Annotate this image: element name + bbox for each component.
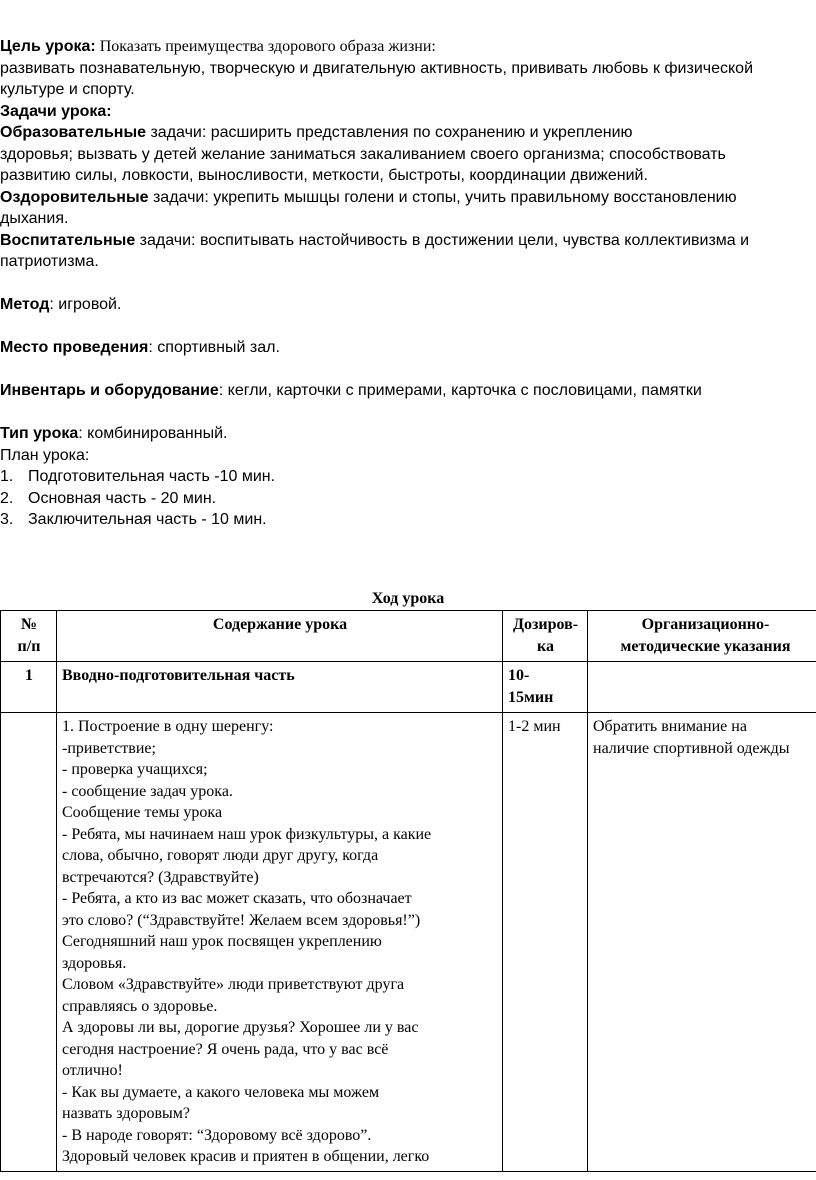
educational-text: задачи: расширить представления по сохранению и укреплению <box>146 124 633 141</box>
goal-label: Цель урока: <box>0 38 96 55</box>
row-content-line: - Ребята, а кто из вас может сказать, что обозначает <box>62 890 412 907</box>
row-number <box>1 713 57 1172</box>
header-notes <box>588 611 816 662</box>
plan-item-number: 1. <box>0 468 14 485</box>
method-line <box>0 294 816 316</box>
spacer <box>0 316 816 338</box>
row-content-line: Сегодняшний наш урок посвящен укреплению <box>62 933 382 950</box>
table-header-row <box>1 611 816 662</box>
plan-heading: План урока: <box>0 446 90 464</box>
spacer <box>0 402 816 424</box>
plan-item-text: Основная часть - 20 мин. <box>28 489 217 507</box>
health-text: задачи: укрепить мышцы голени и стопы, учить правильному восстановлению <box>148 188 737 206</box>
health-tasks-line-1 <box>0 187 816 209</box>
educational-tasks-line-1 <box>0 122 816 144</box>
row-content-line: встречаются? (Здравствуйте) <box>62 868 259 886</box>
plan-item-text: Заключительная часть - 10 мин. <box>28 511 267 528</box>
plan-item <box>0 488 816 510</box>
header-notes-line-2: методические указания <box>620 637 791 655</box>
plan-item-number: 2. <box>0 489 14 507</box>
row-content-line: это слово? (“Здравствуйте! Желаем всем здоровья!”) <box>62 911 421 929</box>
header-number-line-2: п/п <box>17 637 41 655</box>
health-label: Оздоровительные <box>0 188 149 206</box>
equipment-label: Инвентарь и оборудование <box>0 382 219 399</box>
header-number-line-1: № <box>20 616 38 633</box>
method-text: : игровой. <box>49 296 122 313</box>
header-dosage-line-1: Дозиров- <box>512 616 579 633</box>
spacer <box>0 359 816 381</box>
method-label: Метод <box>0 296 50 313</box>
row-content-line: справляясь о здоровье. <box>62 997 218 1015</box>
goal-line <box>0 36 816 58</box>
row-dosage-line-2: 15мин <box>508 688 554 706</box>
place-text: : спортивный зал. <box>148 339 280 356</box>
row-content-line: отлично! <box>62 1062 123 1079</box>
lesson-type-label: Тип урока <box>0 425 79 442</box>
equipment-line <box>0 380 816 402</box>
goal-text: Показать преимущества здорового образа жизни: <box>95 38 436 55</box>
row-dosage <box>503 662 588 713</box>
row-notes-line-2: наличие спортивной одежды <box>593 739 790 757</box>
row-content-line: -приветствие; <box>62 739 156 757</box>
educational-tasks-line-2: здоровья; вызвать у детей желание заниматься закаливанием своего организма; способствовать <box>0 145 726 163</box>
row-content-line: А здоровы ли вы, дорогие друзья? Хорошее ли у вас <box>62 1019 419 1036</box>
row-notes <box>588 713 816 1172</box>
row-content-line: здоровья. <box>62 954 127 972</box>
lesson-header <box>0 36 816 531</box>
table-row <box>1 662 816 713</box>
place-line <box>0 337 816 359</box>
plan-item-number: 3. <box>0 511 14 528</box>
row-content-line: - проверка учащихся; <box>62 761 208 778</box>
header-content <box>57 611 503 662</box>
row-content-line: слова, обычно, говорят люди друг другу, когда <box>62 847 379 864</box>
lesson-type-text: : комбинированный. <box>78 425 228 442</box>
row-content-line: Здоровый человек красив и приятен в общении, легко <box>62 1148 430 1165</box>
spacer <box>0 273 816 295</box>
course-table <box>0 610 816 1172</box>
row-number: 1 <box>1 662 57 713</box>
row-notes-line-1: Обратить внимание на <box>593 718 747 735</box>
row-dosage: 1-2 мин <box>503 713 588 1172</box>
course-title: Ход урока <box>371 590 445 607</box>
row-content <box>57 713 503 1172</box>
row-content-line: - Ребята, мы начинаем наш урок физкультуры, а какие <box>62 825 432 843</box>
educational-label: Образовательные <box>0 124 147 141</box>
row-content-line: назвать здоровым? <box>62 1105 191 1122</box>
row-content-line: - В народе говорят: “Здоровому всё здорово”. <box>62 1126 372 1144</box>
tasks-heading: Задачи урока: <box>0 102 112 120</box>
row-dosage-line-1: 10- <box>508 667 530 684</box>
plan-item <box>0 466 816 488</box>
header-dosage <box>503 611 588 662</box>
equipment-text: : кегли, карточки с примерами, карточка с пословицами, памятки <box>218 382 702 399</box>
header-notes-line-1: Организационно- <box>641 616 770 633</box>
educational-tasks-line-3: развитию силы, ловкости, выносливости, меткости, быстроты, координации движений. <box>0 167 648 184</box>
upbringing-tasks-line-1 <box>0 230 816 252</box>
upbringing-text: задачи: воспитывать настойчивость в достижении цели, чувства коллективизма и <box>135 231 750 249</box>
row-content-line: Сообщение темы урока <box>62 804 223 821</box>
row-notes <box>588 662 816 713</box>
row-content-line: - сообщение задач урока. <box>62 782 233 800</box>
header-dosage-line-2: ка <box>537 637 554 655</box>
goal-line-2: развивать познавательную, творческую и двигательную активность, прививать любовь к физической <box>0 59 754 77</box>
upbringing-label: Воспитательные <box>0 231 136 249</box>
upbringing-tasks-line-2: патриотизма. <box>0 253 99 270</box>
plan-item-text: Подготовительная часть -10 мин. <box>28 468 276 485</box>
row-content: Вводно-подготовительная часть <box>57 662 503 713</box>
lesson-type-line <box>0 423 816 445</box>
goal-line-3: культуре и спорту. <box>0 81 135 98</box>
row-content-line: - Как вы думаете, а какого человека мы можем <box>62 1083 380 1101</box>
row-content-line: 1. Построение в одну шеренгу: <box>62 718 274 735</box>
table-row <box>1 713 816 1172</box>
row-content-line: сегодня настроение? Я очень рада, что у вас всё <box>62 1040 389 1058</box>
header-number <box>1 611 57 662</box>
header-content-text: Содержание урока <box>212 616 348 633</box>
plan-item <box>0 509 816 531</box>
row-content-line: Словом «Здравствуйте» люди приветствуют друга <box>62 976 405 993</box>
place-label: Место проведения <box>0 339 149 356</box>
health-tasks-line-2: дыхания. <box>0 210 69 227</box>
